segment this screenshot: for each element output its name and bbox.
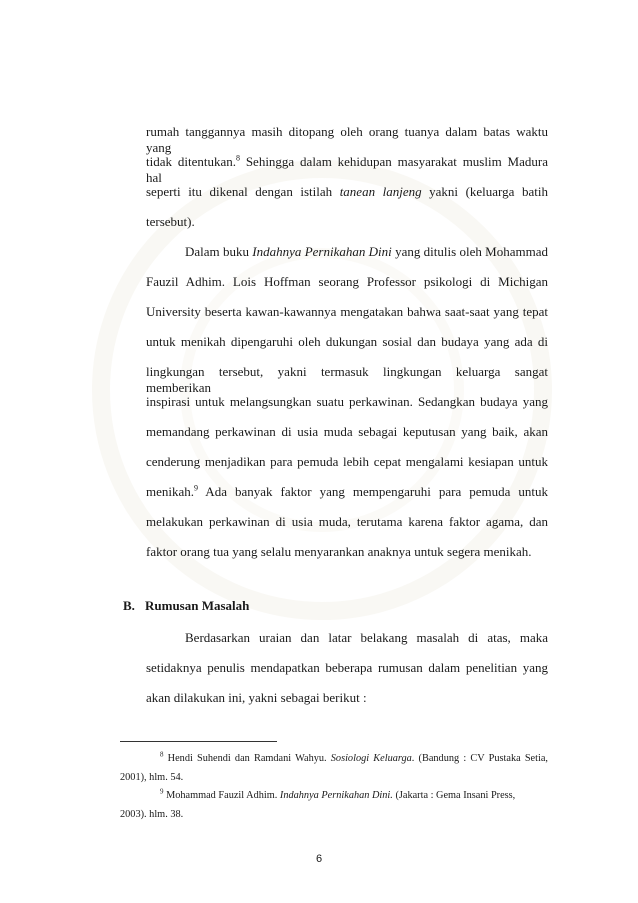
- paragraph-line: Berdasarkan uraian dan latar belakang masalah di atas, maka: [185, 630, 548, 645]
- paragraph-line: lingkungan tersebut, yakni termasuk lingkungan keluarga sangat memberikan: [146, 364, 548, 395]
- paragraph-line: University beserta kawan-kawannya mengatakan bahwa saat-saat yang tepat: [146, 304, 548, 319]
- paragraph-line: melakukan perkawinan di usia muda, terutama karena faktor agama, dan: [146, 514, 548, 529]
- paragraph-line: rumah tanggannya masih ditopang oleh orang tuanya dalam batas waktu yang: [146, 124, 548, 155]
- footnote-9-continuation: 2003). hlm. 38.: [120, 809, 184, 820]
- section-title: Rumusan Masalah: [145, 598, 250, 613]
- paragraph-line: faktor orang tua yang selalu menyarankan anaknya untuk segera menikah.: [146, 544, 532, 559]
- paragraph-line: untuk menikah dipengaruhi oleh dukungan sosial dan budaya yang ada di: [146, 334, 548, 349]
- footnote-9: $^9$ Mohammad Fauzil Adhim. Indahnya Pernikahan Dini. (Jakarta : Gema Insani Press,: [160, 787, 516, 801]
- footnote-separator: [120, 741, 277, 742]
- footnote-ref-9[interactable]: 9: [194, 483, 199, 493]
- paragraph-line: cenderung menjadikan para pemuda lebih cepat mengalami kesiapan untuk: [146, 454, 548, 469]
- section-letter: B.: [123, 598, 135, 613]
- paragraph-line: tidak ditentukan.$^8$ Sehingga dalam kehidupan masyarakat muslim Madura hal: [146, 153, 548, 185]
- paragraph-line: seperti itu dikenal dengan istilah tanean lanjeng yakni (keluarga batih: [146, 184, 548, 199]
- paragraph-line: memandang perkawinan di usia muda sebagai keputusan yang baik, akan: [146, 424, 548, 439]
- paragraph-line: inspirasi untuk melangsungkan suatu perkawinan. Sedangkan budaya yang: [146, 394, 548, 409]
- paragraph-line: tersebut).: [146, 214, 195, 229]
- paragraph-line: setidaknya penulis mendapatkan beberapa rumusan dalam penelitian yang: [146, 660, 548, 675]
- paragraph-line: menikah.$^9$ Ada banyak faktor yang mempengaruhi para pemuda untuk: [146, 483, 548, 499]
- footnote-8-continuation: 2001), hlm. 54.: [120, 772, 184, 783]
- footnote-8: $^8$ Hendi Suhendi dan Ramdani Wahyu. Sosiologi Keluarga. (Bandung : CV Pustaka Setia,: [160, 750, 548, 764]
- page-number: 6: [315, 853, 323, 865]
- footnote-ref-8[interactable]: 8: [235, 153, 240, 163]
- paragraph-line: akan dilakukan ini, yakni sebagai berikut :: [146, 690, 367, 705]
- paragraph-line: Fauzil Adhim. Lois Hoffman seorang Professor psikologi di Michigan: [146, 274, 548, 289]
- paragraph-line: Dalam buku Indahnya Pernikahan Dini yang ditulis oleh Mohammad: [185, 244, 548, 259]
- section-heading: [123, 598, 249, 614]
